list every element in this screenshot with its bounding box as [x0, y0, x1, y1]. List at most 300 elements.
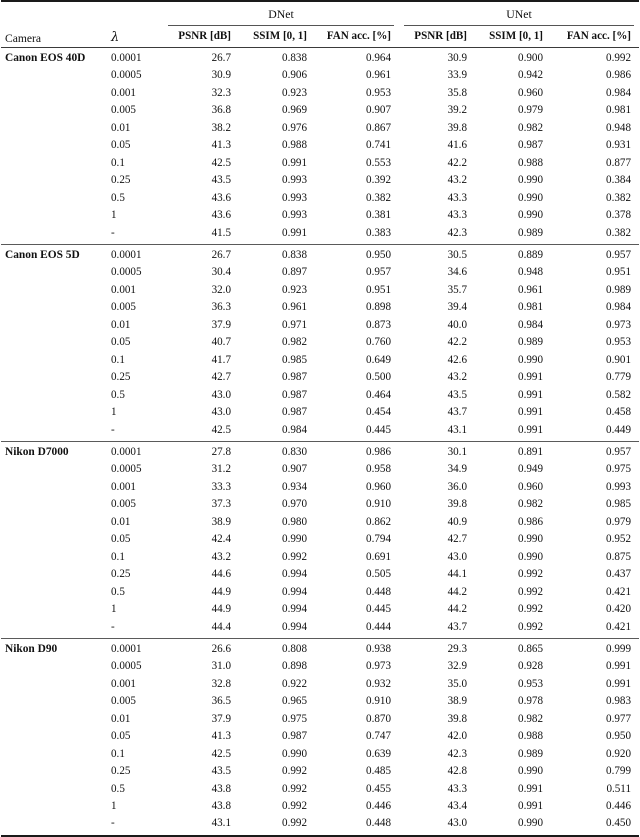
lambda-value-cell: 0.005 [111, 301, 136, 314]
dnet-metric-cell: 38.9 [211, 515, 231, 528]
dnet-metric-cell: 30.9 [211, 69, 231, 82]
camera-name-cell-empty [1, 120, 103, 137]
dnet-metric-cell: 27.8 [211, 445, 231, 458]
lambda-value-cell: 0.25 [111, 765, 131, 778]
unet-metric-cell: 35.8 [447, 86, 467, 99]
dnet-metric-cell: 32.0 [211, 283, 231, 296]
table-row [1, 815, 639, 832]
group-rule-unet [404, 25, 634, 26]
column-header-lambda: λ [111, 30, 120, 45]
dnet-metric-cell: 0.553 [366, 156, 391, 169]
table-row [1, 711, 639, 728]
dnet-metric-cell: 0.994 [282, 568, 307, 581]
unet-metric-cell: 0.982 [518, 712, 543, 725]
table-row [1, 728, 639, 745]
camera-name-cell-empty [1, 172, 103, 189]
unet-metric-cell: 0.382 [606, 191, 631, 204]
table-row [1, 172, 639, 189]
dnet-metric-cell: 0.910 [366, 695, 391, 708]
dnet-metric-cell: 0.973 [366, 660, 391, 673]
unet-metric-cell: 0.992 [518, 585, 543, 598]
camera-name-cell-empty [1, 207, 103, 224]
unet-metric-cell: 0.991 [518, 406, 543, 419]
dnet-metric-cell: 0.938 [366, 642, 391, 655]
dnet-metric-cell: 0.923 [282, 86, 307, 99]
dnet-metric-cell: 0.992 [282, 765, 307, 778]
dnet-metric-cell: 0.906 [282, 69, 307, 82]
unet-metric-cell: 0.992 [606, 52, 631, 64]
unet-metric-cell: 0.984 [606, 86, 631, 99]
lambda-value-cell: 0.01 [111, 121, 131, 134]
lambda-value-cell: 1 [111, 406, 117, 419]
camera-name-cell-empty [1, 317, 103, 334]
unet-metric-cell: 43.7 [447, 620, 467, 633]
unet-metric-cell: 43.3 [447, 782, 467, 795]
dnet-metric-cell: 37.3 [211, 498, 231, 511]
table-row [1, 496, 639, 513]
unet-metric-cell: 0.437 [606, 568, 631, 581]
unet-metric-cell: 44.2 [447, 585, 467, 598]
unet-metric-cell: 0.989 [606, 283, 631, 296]
unet-metric-cell: 0.948 [518, 266, 543, 279]
unet-metric-cell: 0.991 [518, 423, 543, 436]
dnet-metric-cell: 0.992 [282, 800, 307, 813]
lambda-value-cell: 1 [111, 800, 117, 813]
dnet-metric-cell: 0.392 [366, 174, 391, 187]
lambda-value-cell: 0.5 [111, 782, 125, 795]
lambda-value-cell: 0.1 [111, 353, 125, 366]
unet-metric-cell: 0.421 [606, 585, 631, 598]
unet-metric-cell: 0.779 [606, 371, 631, 384]
unet-metric-cell: 32.9 [447, 660, 467, 673]
dnet-metric-cell: 0.838 [282, 52, 307, 64]
unet-metric-cell: 0.420 [606, 603, 631, 616]
unet-metric-cell: 36.0 [447, 480, 467, 493]
dnet-metric-cell: 0.381 [366, 209, 391, 222]
unet-metric-cell: 34.6 [447, 266, 467, 279]
unet-metric-cell: 0.900 [518, 52, 543, 64]
dnet-metric-cell: 42.7 [211, 371, 231, 384]
camera-name-cell-empty [1, 693, 103, 710]
table-head-section [1, 1, 639, 48]
dnet-metric-cell: 43.8 [211, 800, 231, 813]
camera-name-cell-empty [1, 67, 103, 84]
dnet-metric-cell: 0.870 [366, 712, 391, 725]
dnet-metric-cell: 0.961 [282, 301, 307, 314]
unet-metric-cell: 30.1 [447, 445, 467, 458]
unet-metric-cell: 0.891 [518, 445, 543, 458]
unet-metric-cell: 33.9 [447, 69, 467, 82]
camera-name-cell: Canon EOS 40D [5, 52, 86, 64]
unet-metric-cell: 0.982 [518, 121, 543, 134]
dnet-metric-cell: 37.9 [211, 712, 231, 725]
dnet-metric-cell: 31.0 [211, 660, 231, 673]
dnet-metric-cell: 0.445 [366, 603, 391, 616]
camera-name-cell-empty [1, 190, 103, 207]
unet-metric-cell: 30.5 [447, 248, 467, 261]
table-row [1, 746, 639, 763]
dnet-metric-cell: 43.0 [211, 406, 231, 419]
dnet-metric-cell: 0.897 [282, 266, 307, 279]
dnet-metric-cell: 0.991 [282, 226, 307, 239]
dnet-metric-cell: 0.993 [282, 174, 307, 187]
unet-metric-cell: 0.982 [518, 498, 543, 511]
column-header-unet-psnr: PSNR [dB] [414, 30, 467, 42]
lambda-value-cell: 0.01 [111, 515, 131, 528]
dnet-metric-cell: 0.794 [366, 533, 391, 546]
unet-metric-cell: 42.2 [447, 156, 467, 169]
camera-name-cell-empty [1, 282, 103, 299]
lambda-value-cell: 0.005 [111, 104, 136, 117]
lambda-value-cell: 0.001 [111, 86, 136, 99]
camera-name-cell-empty [1, 658, 103, 675]
dnet-metric-cell: 0.993 [282, 191, 307, 204]
unet-metric-cell: 39.8 [447, 121, 467, 134]
unet-metric-cell: 0.973 [606, 318, 631, 331]
dnet-metric-cell: 0.969 [282, 104, 307, 117]
dnet-metric-cell: 0.907 [282, 463, 307, 476]
unet-metric-cell: 0.981 [606, 104, 631, 117]
unet-metric-cell: 0.991 [518, 800, 543, 813]
table-row [1, 404, 639, 421]
dnet-metric-cell: 0.691 [366, 550, 391, 563]
camera-name-cell-empty [1, 619, 103, 636]
unet-metric-cell: 0.991 [518, 782, 543, 795]
group-header-dnet-label: DNet [268, 7, 294, 21]
table-row [1, 584, 639, 601]
lambda-value-cell: - [111, 620, 115, 633]
dnet-metric-cell: 0.987 [282, 388, 307, 401]
camera-name-cell-empty [1, 584, 103, 601]
dnet-metric-cell: 0.960 [366, 480, 391, 493]
unet-metric-cell: 0.988 [518, 156, 543, 169]
unet-metric-cell: 0.992 [518, 568, 543, 581]
unet-metric-cell: 43.1 [447, 423, 467, 436]
table-row [1, 658, 639, 675]
dnet-metric-cell: 0.464 [366, 388, 391, 401]
unet-metric-cell: 44.1 [447, 568, 467, 581]
unet-metric-cell: 0.990 [518, 533, 543, 546]
column-header-unet-fan: FAN acc. [%] [566, 30, 631, 42]
group-header-dnet [163, 2, 399, 27]
unet-metric-cell: 39.8 [447, 712, 467, 725]
lambda-value-cell: 0.25 [111, 568, 131, 581]
unet-metric-cell: 0.990 [518, 550, 543, 563]
table-row [1, 444, 639, 461]
table-row [1, 247, 639, 264]
unet-metric-cell: 0.799 [606, 765, 631, 778]
unet-metric-cell: 43.0 [447, 817, 467, 830]
camera-name-cell-empty [1, 155, 103, 172]
table-row [1, 352, 639, 369]
dnet-metric-cell: 0.951 [366, 283, 391, 296]
lambda-value-cell: 0.5 [111, 585, 125, 598]
dnet-metric-cell: 0.932 [366, 677, 391, 690]
table-row [1, 85, 639, 102]
unet-metric-cell: 0.990 [518, 817, 543, 830]
dnet-metric-cell: 43.5 [211, 174, 231, 187]
dnet-metric-cell: 0.741 [366, 139, 391, 152]
dnet-metric-cell: 36.3 [211, 301, 231, 314]
lambda-value-cell: 0.1 [111, 550, 125, 563]
unet-metric-cell: 0.990 [518, 191, 543, 204]
unet-metric-cell: 40.9 [447, 515, 467, 528]
lambda-value-cell: 0.005 [111, 695, 136, 708]
table-row [1, 461, 639, 478]
column-header-dnet-fan: FAN acc. [%] [326, 30, 391, 42]
dnet-metric-cell: 0.923 [282, 283, 307, 296]
dnet-metric-cell: 0.993 [282, 209, 307, 222]
unet-metric-cell: 0.877 [606, 156, 631, 169]
dnet-metric-cell: 0.898 [282, 660, 307, 673]
unet-metric-cell: 0.949 [518, 463, 543, 476]
table-row [1, 264, 639, 281]
dnet-metric-cell: 0.994 [282, 603, 307, 616]
unet-metric-cell: 39.2 [447, 104, 467, 117]
lambda-value-cell: 0.0005 [111, 660, 142, 673]
unet-metric-cell: 29.3 [447, 642, 467, 655]
dnet-metric-cell: 40.7 [211, 336, 231, 349]
table-row [1, 514, 639, 531]
dnet-metric-cell: 0.444 [366, 620, 391, 633]
table-row [1, 102, 639, 119]
camera-name-cell-empty [1, 798, 103, 815]
camera-name-cell-empty [1, 781, 103, 798]
table-row [1, 137, 639, 154]
unet-metric-cell: 0.989 [518, 226, 543, 239]
lambda-value-cell: 0.5 [111, 388, 125, 401]
table-row [1, 422, 639, 439]
dnet-metric-cell: 0.992 [282, 817, 307, 830]
camera-name-cell-empty [1, 496, 103, 513]
dnet-metric-cell: 43.0 [211, 388, 231, 401]
camera-name-cell: Canon EOS 5D [5, 248, 80, 261]
dnet-metric-cell: 0.982 [282, 336, 307, 349]
dnet-metric-cell: 33.3 [211, 480, 231, 493]
dnet-metric-cell: 36.5 [211, 695, 231, 708]
dnet-metric-cell: 32.8 [211, 677, 231, 690]
unet-metric-cell: 43.0 [447, 550, 467, 563]
table-row [1, 207, 639, 224]
dnet-metric-cell: 43.2 [211, 550, 231, 563]
dnet-metric-cell: 0.485 [366, 765, 391, 778]
group-header-unet [399, 2, 639, 27]
unet-metric-cell: 0.991 [518, 371, 543, 384]
unet-metric-cell: 0.999 [606, 642, 631, 655]
dnet-metric-cell: 26.7 [211, 248, 231, 261]
unet-metric-cell: 39.8 [447, 498, 467, 511]
lambda-value-cell: 0.001 [111, 677, 136, 690]
header-group-row [1, 2, 639, 27]
unet-metric-cell: 0.961 [518, 283, 543, 296]
lambda-value-cell: - [111, 226, 115, 239]
camera-name-cell-empty [1, 601, 103, 618]
dnet-metric-cell: 0.760 [366, 336, 391, 349]
camera-name-cell-empty [1, 676, 103, 693]
unet-metric-cell: 0.991 [606, 660, 631, 673]
unet-metric-cell: 0.928 [518, 660, 543, 673]
camera-name-cell-empty [1, 711, 103, 728]
table-row [1, 619, 639, 636]
dnet-metric-cell: 0.862 [366, 515, 391, 528]
unet-metric-cell: 42.6 [447, 353, 467, 366]
unet-metric-cell: 0.991 [606, 677, 631, 690]
dnet-metric-cell: 0.898 [366, 301, 391, 314]
unet-metric-cell: 0.953 [518, 677, 543, 690]
unet-metric-cell: 0.986 [518, 515, 543, 528]
dnet-metric-cell: 0.991 [282, 156, 307, 169]
camera-name-cell: Nikon D90 [5, 642, 58, 655]
dnet-metric-cell: 42.5 [211, 423, 231, 436]
unet-metric-cell: 43.4 [447, 800, 467, 813]
unet-metric-cell: 42.0 [447, 730, 467, 743]
unet-metric-cell: 0.960 [518, 86, 543, 99]
dnet-metric-cell: 38.2 [211, 121, 231, 134]
unet-metric-cell: 0.901 [606, 353, 631, 366]
unet-metric-cell: 0.953 [606, 336, 631, 349]
dnet-metric-cell: 0.980 [282, 515, 307, 528]
table-row [1, 190, 639, 207]
dnet-metric-cell: 0.922 [282, 677, 307, 690]
table-row [1, 334, 639, 351]
unet-metric-cell: 0.421 [606, 620, 631, 633]
dnet-metric-cell: 0.830 [282, 445, 307, 458]
dnet-metric-cell: 0.994 [282, 620, 307, 633]
dnet-metric-cell: 32.3 [211, 86, 231, 99]
unet-metric-cell: 43.7 [447, 406, 467, 419]
dnet-metric-cell: 0.975 [282, 712, 307, 725]
lambda-value-cell: 0.1 [111, 156, 125, 169]
unet-metric-cell: 0.920 [606, 747, 631, 760]
unet-metric-cell: 0.983 [606, 695, 631, 708]
unet-metric-cell: 0.384 [606, 174, 631, 187]
dnet-metric-cell: 0.500 [366, 371, 391, 384]
unet-metric-cell: 0.582 [606, 388, 631, 401]
dnet-metric-cell: 0.953 [366, 86, 391, 99]
dnet-metric-cell: 0.971 [282, 318, 307, 331]
unet-metric-cell: 0.987 [518, 139, 543, 152]
lambda-value-cell: 0.0001 [111, 248, 142, 261]
dnet-metric-cell: 42.5 [211, 747, 231, 760]
unet-metric-cell: 43.2 [447, 174, 467, 187]
unet-metric-cell: 43.3 [447, 209, 467, 222]
camera-name-cell-empty [1, 85, 103, 102]
unet-metric-cell: 0.942 [518, 69, 543, 82]
table-row [1, 120, 639, 137]
camera-name-cell-empty [1, 264, 103, 281]
lambda-value-cell: 0.0005 [111, 463, 142, 476]
dnet-metric-cell: 42.4 [211, 533, 231, 546]
dnet-metric-cell: 0.446 [366, 800, 391, 813]
unet-metric-cell: 0.957 [606, 248, 631, 261]
unet-metric-cell: 0.875 [606, 550, 631, 563]
table-row [1, 155, 639, 172]
camera-name-cell-empty [1, 422, 103, 439]
unet-metric-cell: 0.975 [606, 463, 631, 476]
unet-metric-cell: 0.382 [606, 226, 631, 239]
camera-name-cell-empty [1, 137, 103, 154]
table-row [1, 798, 639, 815]
dnet-metric-cell: 0.910 [366, 498, 391, 511]
unet-metric-cell: 0.957 [606, 445, 631, 458]
lambda-value-cell: 0.0001 [111, 52, 142, 64]
dnet-metric-cell: 0.383 [366, 226, 391, 239]
lambda-value-cell: 1 [111, 209, 117, 222]
camera-name-cell-empty [1, 461, 103, 478]
dnet-metric-cell: 30.4 [211, 266, 231, 279]
dnet-metric-cell: 0.867 [366, 121, 391, 134]
unet-metric-cell: 0.979 [606, 515, 631, 528]
dnet-metric-cell: 0.984 [282, 423, 307, 436]
unet-metric-cell: 38.9 [447, 695, 467, 708]
unet-metric-cell: 0.990 [518, 765, 543, 778]
dnet-metric-cell: 0.448 [366, 817, 391, 830]
dnet-metric-cell: 26.7 [211, 52, 231, 64]
table-row [1, 479, 639, 496]
table-row [1, 566, 639, 583]
dnet-metric-cell: 0.950 [366, 248, 391, 261]
dnet-metric-cell: 0.639 [366, 747, 391, 760]
table-row [1, 676, 639, 693]
dnet-metric-cell: 0.961 [366, 69, 391, 82]
results-table [1, 0, 639, 837]
unet-metric-cell: 44.2 [447, 603, 467, 616]
unet-metric-cell: 0.446 [606, 800, 631, 813]
unet-metric-cell: 0.952 [606, 533, 631, 546]
unet-metric-cell: 0.889 [518, 248, 543, 261]
dnet-metric-cell: 0.957 [366, 266, 391, 279]
lambda-value-cell: 0.05 [111, 139, 131, 152]
dnet-metric-cell: 0.988 [282, 139, 307, 152]
lambda-value-cell: 0.0005 [111, 266, 142, 279]
table-row [1, 299, 639, 316]
lambda-value-cell: - [111, 423, 115, 436]
camera-name-cell-empty [1, 225, 103, 242]
camera-name-cell-empty [1, 369, 103, 386]
dnet-metric-cell: 0.992 [282, 782, 307, 795]
unet-metric-cell: 0.986 [606, 69, 631, 82]
dnet-metric-cell: 0.992 [282, 550, 307, 563]
lambda-value-cell: - [111, 817, 115, 830]
table-row [1, 601, 639, 618]
unet-metric-cell: 0.993 [606, 480, 631, 493]
group-header-unet-label: UNet [506, 7, 532, 21]
unet-metric-cell: 0.950 [606, 730, 631, 743]
unet-metric-cell: 0.991 [518, 388, 543, 401]
dnet-metric-cell: 0.445 [366, 423, 391, 436]
dnet-metric-cell: 0.986 [366, 445, 391, 458]
dnet-metric-cell: 0.965 [282, 695, 307, 708]
lambda-value-cell: 0.0005 [111, 69, 142, 82]
dnet-metric-cell: 44.4 [211, 620, 231, 633]
unet-metric-cell: 0.458 [606, 406, 631, 419]
unet-metric-cell: 0.978 [518, 695, 543, 708]
dnet-metric-cell: 0.808 [282, 642, 307, 655]
lambda-value-cell: 0.25 [111, 174, 131, 187]
table-row [1, 67, 639, 84]
lambda-value-cell: 0.05 [111, 730, 131, 743]
column-header-camera: Camera [5, 32, 42, 45]
dnet-metric-cell: 0.987 [282, 730, 307, 743]
dnet-metric-cell: 0.454 [366, 406, 391, 419]
table-row [1, 763, 639, 780]
table-row [1, 781, 639, 798]
dnet-metric-cell: 0.990 [282, 533, 307, 546]
unet-metric-cell: 0.951 [606, 266, 631, 279]
table-row [1, 531, 639, 548]
unet-metric-cell: 35.0 [447, 677, 467, 690]
dnet-metric-cell: 0.976 [282, 121, 307, 134]
